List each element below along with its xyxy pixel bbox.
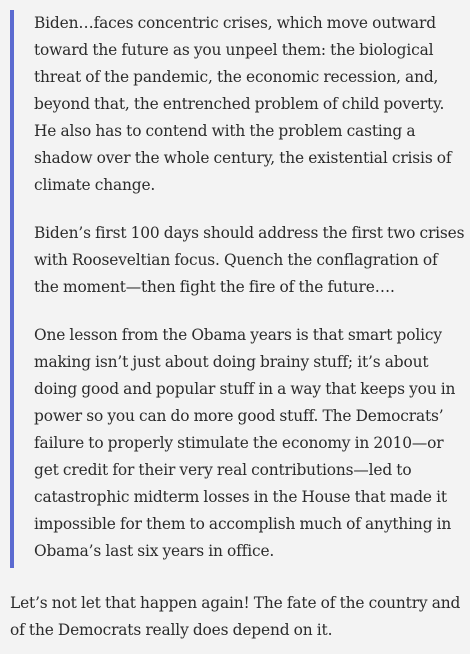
text-line: Biden’s first 100 days should address the first two crises [34,224,465,242]
text-line: failure to properly stimulate the economy in 2010—or [34,434,444,452]
blockquote-bar [10,10,14,568]
text-line: doing good and popular stuff in a way that keeps you in [34,380,456,398]
text-line: threat of the pandemic, the economic recession, and, [34,68,439,86]
text-line: One lesson from the Obama years is that smart policy [34,326,442,344]
text-line: Let’s not let that happen again! The fate of the country and [10,594,461,612]
text-line: beyond that, the entrenched problem of child poverty. [34,95,445,113]
text-line: making isn’t just about doing brainy stuff; it’s about [34,353,429,371]
text-line: with Rooseveltian focus. Quench the conflagration of [34,251,438,269]
blockquote-body [34,10,465,565]
quote-paragraph-1 [34,10,460,199]
text-line: of the Democrats really does depend on it. [10,621,333,639]
quote-paragraph-3 [34,322,460,565]
text-line: impossible for them to accomplish much of anything in [34,515,452,533]
text-line: the moment—then fight the fire of the future…. [34,278,395,296]
text-line: Biden…faces concentric crises, which move outward [34,14,436,32]
text-line: get credit for their very real contributions—led to [34,461,412,479]
text-line: catastrophic midterm losses in the House that made it [34,488,447,506]
text-line: toward the future as you unpeel them: the biological [34,41,434,59]
blockquote [10,10,465,568]
quote-paragraph-2 [34,220,465,301]
body-paragraph [10,590,462,644]
text-line: power so you can do more good stuff. The Democrats’ [34,407,444,425]
text-line: Obama’s last six years in office. [34,542,275,560]
text-line: shadow over the whole century, the existential crisis of [34,149,452,167]
text-line: He also has to contend with the problem casting a [34,122,416,140]
text-line: climate change. [34,176,156,194]
